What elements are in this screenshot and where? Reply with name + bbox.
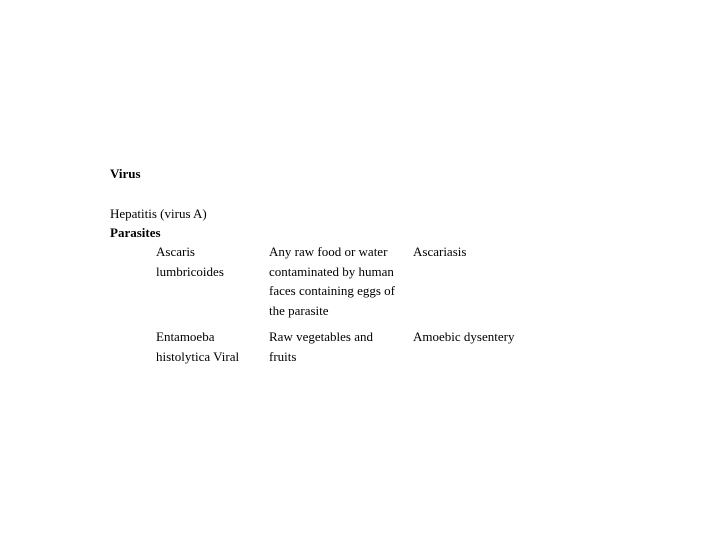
- organism-line: Entamoeba: [156, 329, 215, 344]
- organism-line: lumbricoides: [156, 263, 224, 279]
- organism-line: Ascaris: [156, 244, 195, 259]
- disease-cell-ascariasis: [413, 242, 466, 262]
- heading-parasites: Parasites: [110, 225, 161, 240]
- heading-virus: Virus: [110, 166, 141, 181]
- source-cell-raw-vegetables: [269, 327, 373, 366]
- source-line: faces containing eggs of: [269, 283, 395, 298]
- source-line: the parasite: [269, 302, 329, 318]
- hepatitis-entry: Hepatitis (virus A): [110, 206, 207, 221]
- source-line: Raw vegetables and: [269, 329, 373, 344]
- disease-text: Ascariasis: [413, 244, 467, 259]
- source-line: fruits: [269, 348, 297, 364]
- source-line: contaminated by human: [269, 263, 394, 279]
- disease-cell-amoebic-dysentery: [413, 327, 514, 347]
- disease-text: Amoebic dysentery: [413, 329, 515, 344]
- organism-line: histolytica Viral: [156, 348, 240, 364]
- source-cell-ascaris: [269, 242, 395, 320]
- source-line: Any raw food or water: [269, 244, 388, 259]
- organism-cell-ascaris: [156, 242, 224, 281]
- organism-cell-entamoeba: [156, 327, 239, 366]
